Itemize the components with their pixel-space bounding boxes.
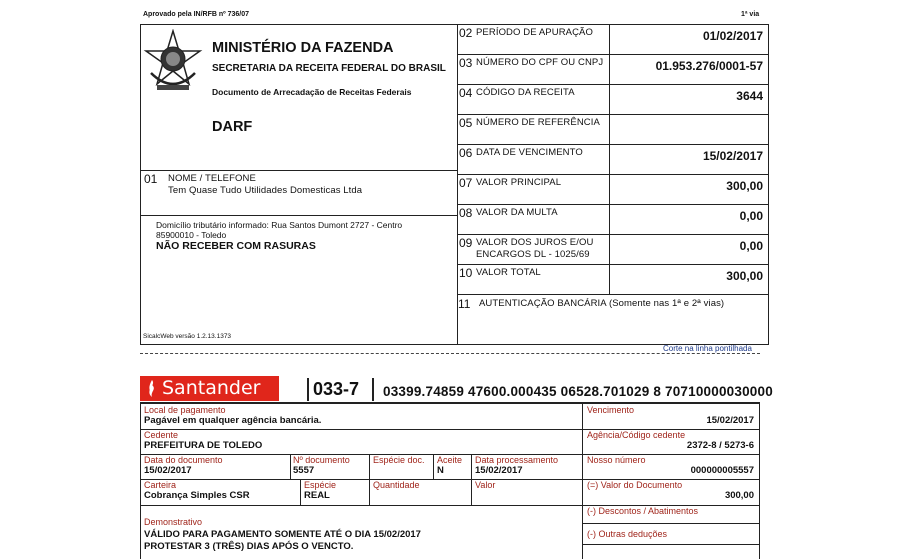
descontos-label: (-) Descontos / Abatimentos bbox=[587, 506, 699, 516]
data-proc-label: Data processamento bbox=[475, 455, 559, 465]
carteira-label: Carteira bbox=[144, 480, 177, 490]
field-vencimento: 06 DATA DE VENCIMENTO 15/02/2017 bbox=[459, 146, 763, 163]
vencimento-label: Vencimento bbox=[587, 405, 635, 415]
no-rasuras-warning: NÃO RECEBER COM RASURAS bbox=[156, 240, 316, 252]
num-doc-label: Nº documento bbox=[293, 455, 350, 465]
agencia-label: Agência/Código cedente bbox=[587, 430, 686, 440]
vencimento-value: 15/02/2017 bbox=[706, 415, 754, 426]
valor-doc-label: (=) Valor do Documento bbox=[587, 480, 683, 490]
data-proc-value: 15/02/2017 bbox=[475, 465, 523, 476]
especie-doc-label: Espécie doc. bbox=[373, 455, 425, 465]
field-codigo-receita: 04 CÓDIGO DA RECEITA 3644 bbox=[459, 86, 763, 103]
auth-field-number: 11 bbox=[458, 297, 471, 311]
nome-field-number: 01 bbox=[144, 172, 158, 186]
nome-label: NOME / TELEFONE bbox=[168, 173, 256, 184]
local-value: Pagável em qualquer agência bancária. bbox=[144, 415, 322, 426]
ministry-title: MINISTÉRIO DA FAZENDA bbox=[212, 40, 394, 56]
demonstrativo-line1: VÁLIDO PARA PAGAMENTO SOMENTE ATÉ O DIA 15/02/2017 bbox=[144, 529, 421, 540]
doc-name: Documento de Arrecadação de Receitas Federais bbox=[212, 87, 412, 97]
nosso-numero-label: Nosso número bbox=[587, 455, 646, 465]
field-cnpj: 03 NÚMERO DO CPF OU CNPJ 01.953.276/0001-57 bbox=[459, 56, 763, 73]
quantidade-label: Quantidade bbox=[373, 480, 420, 490]
num-doc-value: 5557 bbox=[293, 465, 315, 476]
valor-doc-value: 300,00 bbox=[724, 490, 754, 501]
nome-value: Tem Quase Tudo Utilidades Domesticas Ltda bbox=[168, 185, 363, 196]
demonstrativo-label: Demonstrativo bbox=[144, 517, 203, 527]
digitable-line: 03399.74859 47600.000435 06528.701029 8 70710000030000 bbox=[383, 384, 773, 399]
domicilio-line1: Domicílio tributário informado: Rua Santos Dumont 2727 - Centro bbox=[156, 220, 403, 230]
auth-label: AUTENTICAÇÃO BANCÁRIA (Somente nas 1ª e 2ª vias) bbox=[479, 298, 725, 309]
field-valor-multa: 08 VALOR DA MULTA 0,00 bbox=[459, 206, 763, 223]
nosso-numero-value: 000000005557 bbox=[690, 465, 754, 476]
approval-note: Aprovado pela IN/RFB nº 736/07 bbox=[143, 11, 250, 18]
demonstrativo-line2: PROTESTAR 3 (TRÊS) DIAS APÓS O VENCTO. bbox=[144, 541, 354, 552]
agencia-value: 2372-8 / 5273-6 bbox=[686, 440, 754, 451]
especie-value: REAL bbox=[304, 490, 330, 501]
field-valor-total: 10 VALOR TOTAL 300,00 bbox=[459, 266, 763, 283]
santander-logo: Santander bbox=[140, 376, 279, 401]
brasao-icon bbox=[143, 29, 203, 97]
carteira-value: Cobrança Simples CSR bbox=[144, 490, 250, 501]
cut-line bbox=[140, 353, 760, 354]
local-label: Local de pagamento bbox=[144, 405, 226, 415]
cedente-value: PREFEITURA DE TOLEDO bbox=[144, 440, 263, 451]
valor-label: Valor bbox=[475, 480, 496, 490]
field-valor-juros: 09 VALOR DOS JUROS E/OU ENCARGOS DL - 1025/69 0,00 bbox=[459, 236, 763, 260]
cedente-label: Cedente bbox=[144, 430, 179, 440]
outras-deducoes-label: (-) Outras deduções bbox=[587, 529, 668, 539]
darf-name-divider bbox=[140, 215, 458, 216]
data-doc-label: Data do documento bbox=[144, 455, 223, 465]
bank-code: 033-7 bbox=[313, 379, 360, 399]
field-referencia: 05 NÚMERO DE REFERÊNCIA bbox=[459, 116, 600, 130]
field-periodo: 02 PERÍODO DE APURAÇÃO 01/02/2017 bbox=[459, 26, 763, 43]
field-valor-principal: 07 VALOR PRINCIPAL 300,00 bbox=[459, 176, 763, 193]
aceite-label: Aceite bbox=[437, 455, 463, 465]
darf-header-divider bbox=[140, 170, 458, 171]
flame-icon bbox=[145, 379, 159, 398]
via-note: 1ª via bbox=[741, 11, 760, 18]
version-note: SicalcWeb versão 1.2.13.1373 bbox=[143, 333, 232, 340]
darf-title: DARF bbox=[212, 119, 253, 135]
cut-line-label: Corte na linha pontilhada bbox=[663, 344, 752, 353]
aceite-value: N bbox=[437, 465, 444, 476]
domicilio-line2: 85900010 - Toledo bbox=[156, 230, 227, 240]
especie-label: Espécie bbox=[304, 480, 337, 490]
secretaria-title: SECRETARIA DA RECEITA FEDERAL DO BRASIL bbox=[212, 63, 446, 74]
data-doc-value: 15/02/2017 bbox=[144, 465, 192, 476]
darf-fields bbox=[457, 24, 769, 294]
